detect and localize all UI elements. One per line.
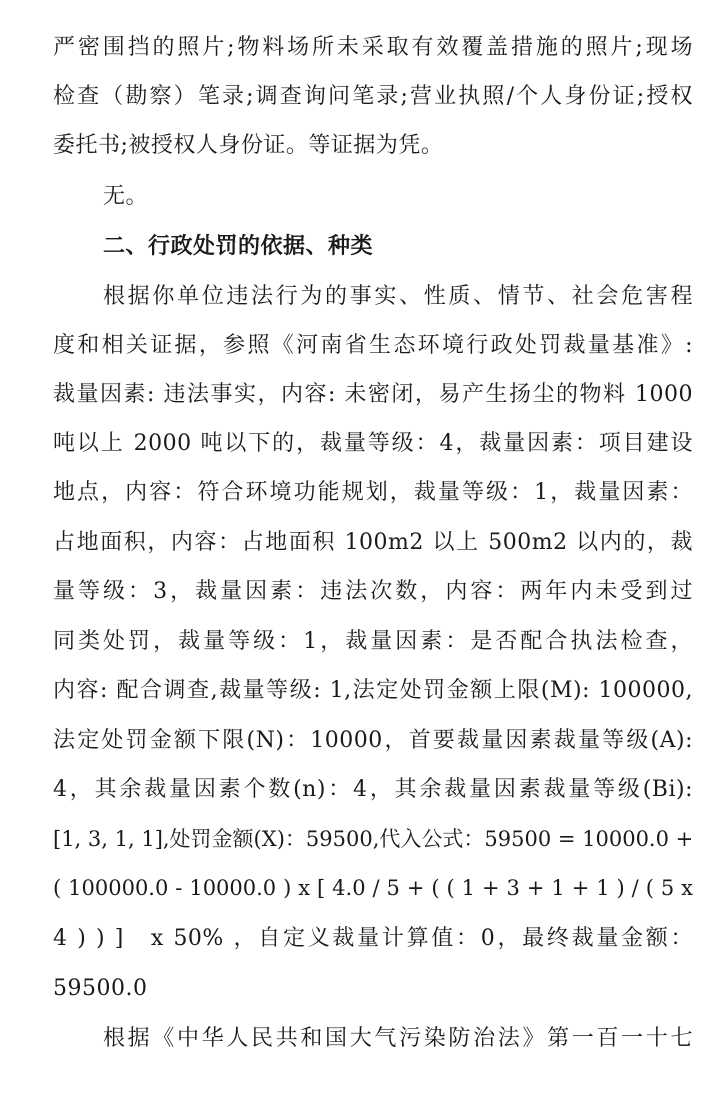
- basis-line-3: 裁量因素: 违法事实，内容: 未密闭，易产生扬尘的物料 1000: [53, 382, 693, 407]
- basis-line-5: 地点，内容：符合环境功能规划，裁量等级：1，裁量因素：: [53, 480, 693, 505]
- basis-line-8: 同类处罚，裁量等级：1，裁量因素：是否配合执法检查，: [53, 629, 693, 654]
- basis-line-10: 法定处罚金额下限(N)：10000，首要裁量因素裁量等级(A):: [53, 728, 693, 753]
- basis-line-2: 度和相关证据，参照《河南省生态环境行政处罚裁量基准》:: [53, 333, 693, 358]
- evidence-line-1: 严密围挡的照片;物料场所未采取有效覆盖措施的照片;现场: [53, 35, 693, 60]
- evidence-line-2: 检查（勘察）笔录;调查询问笔录;营业执照/个人身份证;授权: [53, 84, 693, 109]
- basis-line-14: 4 ) ) ] x 50% ，自定义裁量计算值：0，最终裁量金额：: [53, 926, 693, 951]
- basis-line-7: 量等级：3，裁量因素：违法次数，内容：两年内未受到过: [53, 579, 693, 604]
- basis-line-13: ( 100000.0 - 10000.0 ) x [ 4.0 / 5 + ( ( 1 + 3 + 1 + 1 ) / ( 5 x: [53, 876, 693, 900]
- basis-line-15: 59500.0: [53, 976, 148, 1001]
- section-heading: 二、行政处罚的依据、种类: [103, 234, 374, 259]
- basis-line-11: 4，其余裁量因素个数(n)：4，其余裁量因素裁量等级(Bi):: [53, 777, 693, 802]
- basis-line-4: 吨以上 2000 吨以下的，裁量等级：4，裁量因素：项目建设: [53, 431, 693, 456]
- law-basis-line: 根据《中华人民共和国大气污染防治法》第一百一十七: [103, 1026, 693, 1051]
- basis-line-1: 根据你单位违法行为的事实、性质、情节、社会危害程: [103, 284, 693, 309]
- evidence-line-3: 委托书;被授权人身份证。等证据为凭。: [53, 133, 444, 158]
- basis-line-12: [1, 3, 1, 1],处罚金额(X)：59500,代入公式：59500 = 10000.0 +: [53, 827, 693, 851]
- basis-line-6: 占地面积，内容：占地面积 100m2 以上 500m2 以内的，裁: [53, 530, 693, 555]
- none-statement: 无。: [103, 184, 149, 209]
- basis-line-9: 内容: 配合调查,裁量等级: 1,法定处罚金额上限(M): 100000,: [53, 678, 693, 703]
